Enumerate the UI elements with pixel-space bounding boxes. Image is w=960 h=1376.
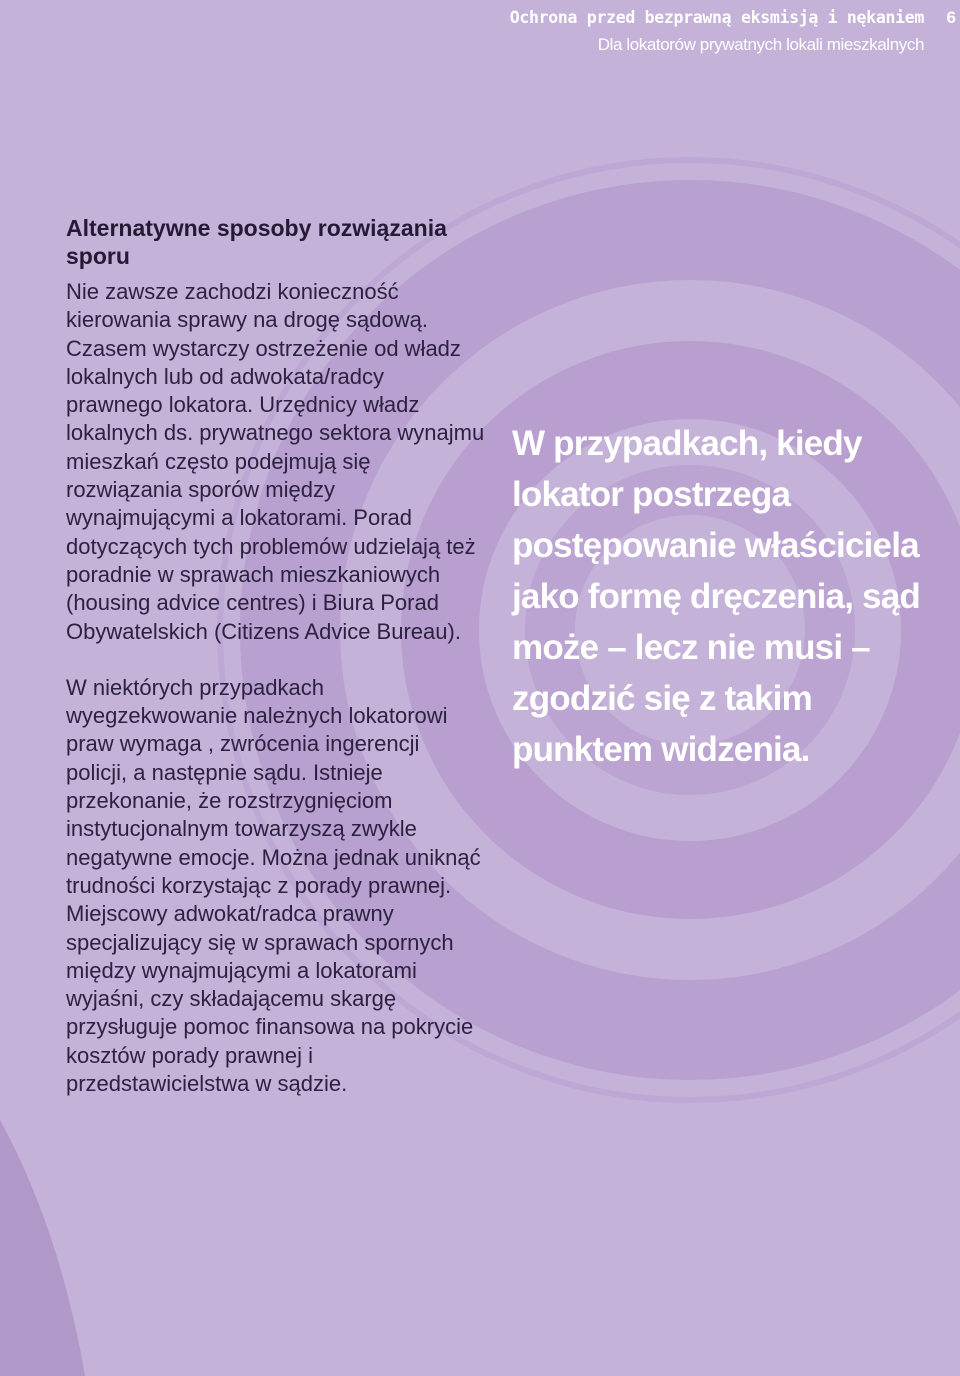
article-column [66,214,486,1098]
corner-arc [0,1120,85,1376]
paragraph-2: W niektórych przypadkach wyegzekwowanie należnych lokatorowi praw wymaga , zwrócenia ingerencji policji, a następnie sądu. Istnieje przekonanie, że rozstrzygnięciom instytucjonalnym towarzyszą zwykle negatywne emocje. Można jednak uniknąć trudności korzystając z porady prawnej. Miejscowy adwokat/radca prawny specjalizujący się w sprawach spornych między wynajmującymi a lokatorami wyjaśni, czy składającemu skargę przysługuje pomoc finansowa na pokrycie kosztów porady prawnej i przedstawicielstwa w sądzie. [66,674,481,1097]
paragraph-1: Nie zawsze zachodzi konieczność kierowania sprawy na drogę sądową. Czasem wystarczy ostrzeżenie od władz lokalnych lub od adwokata/radcy prawnego lokatora. Urzędnicy władz lokalnych ds. prywatnego sektora wynajmu mieszkań często podejmują się rozwiązania sporów między wynajmującymi a lokatorami. Porad dotyczących tych problemów udzielają też poradnie w sprawach mieszkaniowych (housing advice centres) i Biura Porad Obywatelskich (Citizens Advice Bureau). [66,279,485,644]
pull-quote: W przypadkach, kiedy lokator postrzega postępowanie właściciela jako formę dręczenia, sąd może – lecz nie musi – zgodzić się z takim punktem widzenia. [512,424,920,769]
page-header [0,4,960,64]
header-subtitle: Dla lokatorów prywatnych lokali mieszkalnych [597,35,924,54]
section-heading: Alternatywne sposoby rozwiązania sporu [66,215,447,269]
page-number: 6 [946,8,956,27]
header-title: Ochrona przed bezprawną eksmisją i nękaniem [509,8,924,27]
